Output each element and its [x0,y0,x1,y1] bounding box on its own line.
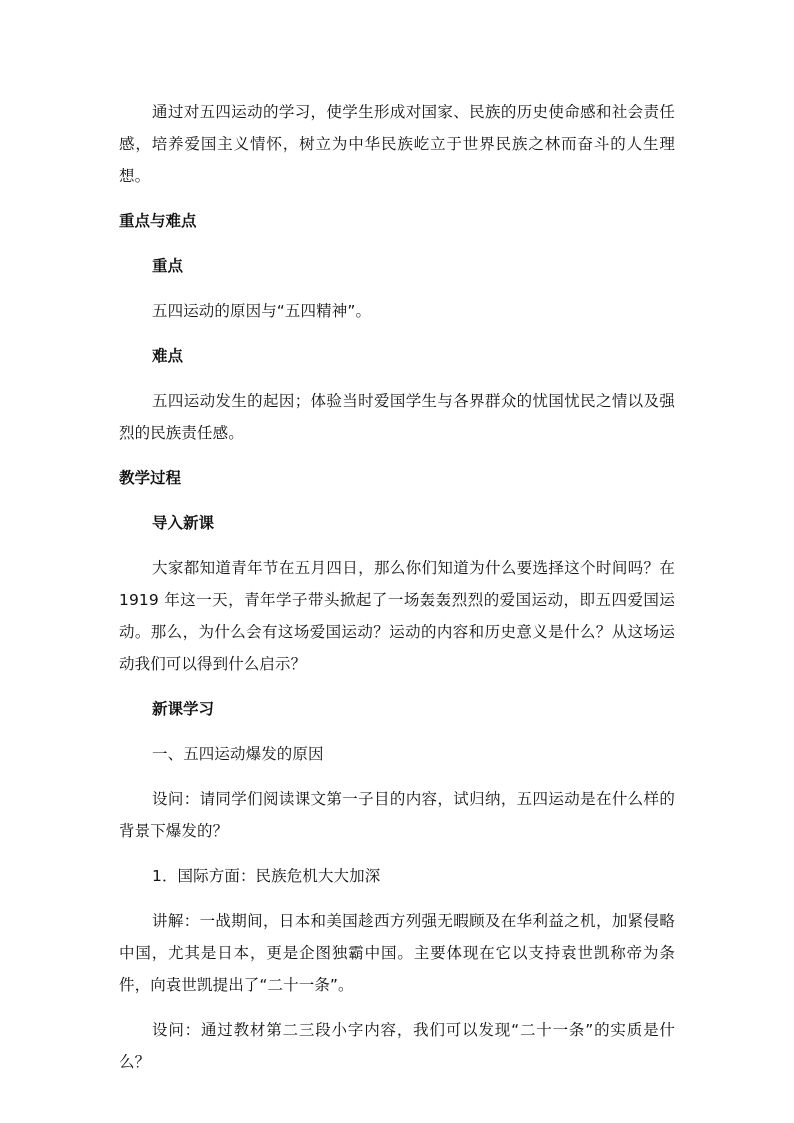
heading-introduction: 导入新课 [152,514,215,532]
heading-key-and-difficult: 重点与难点 [119,212,197,230]
heading-new-lesson: 新课学习 [152,700,215,718]
paragraph-introduction: 大家都知道青年节在五月四日，那么你们知道为什么要选择这个时间吗？在 1919 年这一天，青年学子带头掀起了一场轰轰烈烈的爱国运动，即五四爱国运动。那么，为什么会有这场爱国运动？运动的内容和历史意义是什么？从这场运动我们可以得到什么启示？ [119,559,675,673]
paragraph-key: 五四运动的原因与“五四精神”。 [152,302,372,320]
heading-teaching-process: 教学过程 [119,469,182,487]
heading-difficult: 难点 [152,347,184,365]
paragraph-difficult: 五四运动发生的起因；体验当时爱国学生与各界群众的忧国忧民之情以及强烈的民族责任感。 [119,392,675,442]
paragraph-goal: 通过对五四运动的学习，使学生形成对国家、民族的历史使命感和社会责任感，培养爱国主义情怀，树立为中华民族屹立于世界民族之林而奋斗的人生理想。 [119,103,675,185]
paragraph-question-two: 设问：通过教材第二三段小字内容，我们可以发现“二十一条”的实质是什么？ [119,1021,675,1071]
paragraph-section-one: 一、五四运动爆发的原因 [152,745,324,763]
paragraph-question-one: 设问：请同学们阅读课文第一子目的内容，试归纳，五四运动是在什么样的背景下爆发的？ [119,790,675,840]
paragraph-international: 1．国际方面：民族危机大大加深 [152,867,381,885]
heading-key: 重点 [152,257,184,275]
document-body [119,96,675,1091]
paragraph-explanation: 讲解：一战期间，日本和美国趁西方列强无暇顾及在华利益之机，加紧侵略中国，尤其是日本，更是企图独霸中国。主要体现在它以支持袁世凯称帝为条件，向袁世凯提出了“二十一条”。 [119,912,675,994]
